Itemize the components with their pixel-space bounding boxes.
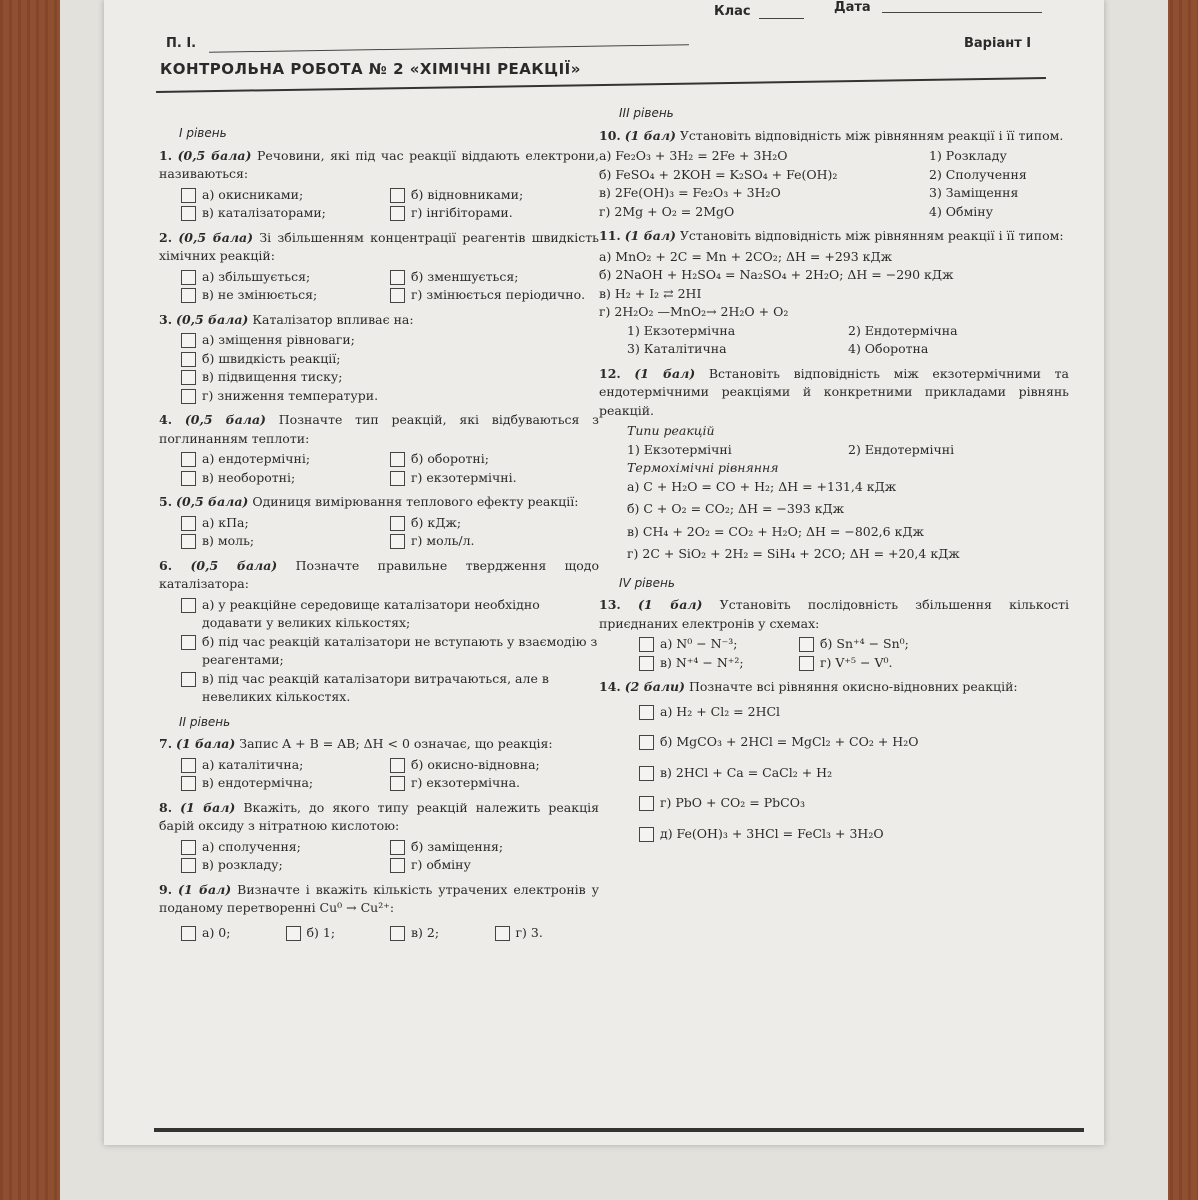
option-label: г) моль/л.: [411, 533, 475, 548]
option-label: д) Fe(OH)₃ + 3HCl = FeCl₃ + 3H₂O: [660, 825, 884, 841]
checkbox[interactable]: [390, 534, 405, 549]
question-11: [599, 227, 1069, 246]
checkbox[interactable]: [181, 534, 196, 549]
option-label: а) N⁰ − N⁻³;: [660, 636, 738, 651]
q4-points: (0,5 бала): [184, 412, 266, 427]
q1-points: (0,5 бала): [177, 147, 252, 163]
q6-number: 6.: [159, 557, 173, 573]
option-label: в) N⁺⁴ − N⁺²;: [660, 654, 744, 670]
bottom-divider: [154, 1128, 1084, 1132]
q8-option-b[interactable]: [390, 838, 599, 857]
checkbox[interactable]: [639, 796, 654, 811]
checkbox[interactable]: [181, 370, 196, 385]
q1-option-c[interactable]: [181, 204, 390, 223]
q14-option-d[interactable]: [639, 794, 1069, 813]
checkbox[interactable]: [639, 637, 654, 652]
question-1: [159, 147, 599, 184]
question-9: [159, 881, 599, 918]
question-3: [159, 311, 599, 330]
question-2: [159, 229, 599, 266]
option-label: а) збільшується;: [202, 268, 311, 284]
checkbox[interactable]: [181, 758, 196, 773]
question-7: [159, 735, 599, 754]
q10-row-4: [599, 203, 1069, 222]
checkbox[interactable]: [390, 270, 405, 285]
q7-points: (1 бала): [176, 736, 236, 751]
paper-background: [60, 0, 1168, 1200]
q7-number: 7.: [159, 736, 173, 751]
option-label: б) під час реакцій каталізатори не вступають у взаємодію з реагентами;: [202, 633, 598, 667]
q12-number: 12.: [599, 365, 621, 381]
checkbox[interactable]: [639, 735, 654, 750]
q10-row-3: [599, 184, 1069, 203]
question-4: [159, 411, 599, 448]
option-label: б) MgCO₃ + 2HCl = MgCl₂ + CO₂ + H₂O: [660, 734, 919, 749]
q1-number: 1.: [159, 147, 173, 163]
q10-equation-a: а) Fe₂O₃ + 3H₂ = 2Fe + 3H₂O: [599, 148, 788, 163]
checkbox[interactable]: [181, 516, 196, 531]
q14-option-e[interactable]: [639, 825, 1069, 844]
q9-option-a[interactable]: [181, 924, 286, 943]
q2-option-b[interactable]: [390, 268, 599, 287]
checkbox[interactable]: [639, 705, 654, 720]
checkbox[interactable]: [390, 840, 405, 855]
q4-text: Позначте тип реакцій, які відбуваються з поглинанням теплоти:: [159, 412, 599, 446]
option-label: г) екзотермічна.: [411, 775, 521, 790]
q6-options: [181, 596, 599, 707]
q1-option-b[interactable]: [390, 186, 599, 205]
checkbox[interactable]: [390, 858, 405, 873]
variant-label: Варіант І: [964, 36, 1032, 51]
q13-text: Установіть послідовність збільшення кількості приєднаних електронів у схемах:: [599, 597, 1069, 631]
option-label: а) окисниками;: [202, 186, 304, 202]
q1-options: [181, 186, 599, 223]
q8-number: 8.: [159, 799, 173, 815]
q7-option-d[interactable]: [390, 774, 599, 793]
q6-option-b[interactable]: [181, 633, 599, 670]
option-label: в) підвищення тиску;: [202, 369, 343, 384]
q5-option-d[interactable]: [390, 532, 599, 551]
level-2-heading: ІІ рівень: [179, 714, 231, 729]
option-label: г) змінюється періодично.: [411, 287, 586, 302]
q10-type-4: 4) Обміну: [929, 203, 993, 219]
option-label: а) каталітична;: [202, 756, 304, 772]
q6-option-a[interactable]: [181, 596, 599, 633]
checkbox[interactable]: [390, 516, 405, 531]
checkbox[interactable]: [181, 858, 196, 873]
checkbox[interactable]: [181, 270, 196, 285]
option-label: г) PbO + CO₂ = PbCO₃: [660, 795, 805, 810]
date-label: Дата: [834, 0, 871, 15]
q10-type-1: 1) Розкладу: [929, 148, 1007, 163]
option-label: г) обміну: [411, 857, 471, 872]
checkbox[interactable]: [639, 656, 654, 671]
checkbox[interactable]: [390, 288, 405, 303]
q14-number: 14.: [599, 679, 621, 694]
q12-equations-heading: Термохімічні рівняння: [627, 460, 779, 475]
q12-type-2: 2) Ендотермічні: [848, 441, 955, 457]
q9-option-c[interactable]: [390, 924, 495, 943]
q7-option-c[interactable]: [181, 774, 390, 793]
worksheet: [104, 0, 1104, 1145]
option-label: а) H₂ + Cl₂ = 2HCl: [660, 703, 781, 719]
q2-number: 2.: [159, 229, 173, 245]
q2-option-c[interactable]: [181, 286, 390, 305]
q6-points: (0,5 бала): [190, 557, 278, 573]
q9-points: (1 бал): [178, 881, 232, 897]
q10-text: Установіть відповідність між рівнянням реакції і її типом.: [679, 127, 1064, 143]
q11-type-4: 4) Оборотна: [848, 341, 929, 356]
checkbox[interactable]: [390, 206, 405, 221]
q4-option-b[interactable]: [390, 450, 599, 469]
q4-option-a[interactable]: [181, 450, 390, 469]
checkbox[interactable]: [181, 840, 196, 855]
q11-type-1: 1) Екзотермічна: [627, 322, 736, 338]
checkbox[interactable]: [286, 926, 301, 941]
q4-options: [181, 450, 599, 487]
q13-option-b[interactable]: [799, 635, 959, 654]
name-label: П. І.: [166, 36, 197, 51]
q13-option-a[interactable]: [639, 635, 799, 654]
option-label: в) не змінюється;: [202, 287, 318, 302]
q7-text: Запис A + B = AB; ΔH < 0 означає, що реакція:: [239, 736, 553, 751]
checkbox[interactable]: [181, 389, 196, 404]
q4-number: 4.: [159, 412, 173, 427]
q2-option-d[interactable]: [390, 286, 599, 305]
option-label: б) зменшується;: [411, 268, 519, 284]
q2-option-a[interactable]: [181, 268, 390, 287]
q14-option-b[interactable]: [639, 733, 1069, 752]
question-14: [599, 678, 1069, 697]
option-label: г) 3.: [515, 924, 543, 940]
option-label: а) кПа;: [202, 514, 249, 530]
q3-option-a[interactable]: [181, 331, 599, 350]
page-title: КОНТРОЛЬНА РОБОТА № 2 «ХІМІЧНІ РЕАКЦІЇ»: [160, 60, 581, 78]
q10-number: 10.: [599, 127, 621, 143]
checkbox[interactable]: [181, 672, 196, 687]
option-label: в) розкладу;: [202, 857, 283, 872]
q14-text: Позначте всі рівняння окисно-відновних реакцій:: [688, 679, 1018, 694]
q13-number: 13.: [599, 597, 621, 612]
level-4-heading: ІV рівень: [619, 575, 675, 590]
option-label: б) заміщення;: [411, 838, 504, 854]
name-line: [209, 44, 689, 53]
q3-options: [181, 331, 599, 405]
question-5: [159, 493, 599, 512]
q6-text: Позначте правильне твердження щодо каталізатора:: [159, 557, 599, 591]
checkbox[interactable]: [181, 776, 196, 791]
q10-row-1: [599, 147, 1069, 166]
checkbox[interactable]: [390, 188, 405, 203]
q8-points: (1 бал): [180, 799, 236, 815]
q8-text: Вкажіть, до якого типу реакцій належить реакція барій оксиду з нітратною кислотою:: [159, 799, 599, 833]
option-label: в) моль;: [202, 533, 255, 548]
q11-text: Установіть відповідність між рівнянням реакції і її типом:: [679, 228, 1064, 243]
q7-options: [181, 756, 599, 793]
checkbox[interactable]: [181, 471, 196, 486]
question-8: [159, 799, 599, 836]
q10-type-3: 3) Заміщення: [929, 185, 1019, 200]
checkbox[interactable]: [495, 926, 510, 941]
q10-equation-d: г) 2Mg + O₂ = 2MgO: [599, 203, 735, 219]
option-label: г) екзотермічні.: [411, 469, 517, 485]
class-line: [759, 18, 804, 19]
option-label: а) 0;: [202, 924, 231, 940]
checkbox[interactable]: [181, 206, 196, 221]
question-12: [599, 365, 1069, 421]
q12-equation-c: в) CH₄ + 2O₂ = CO₂ + H₂O; ΔH = −802,6 кДж: [627, 523, 925, 539]
q5-points: (0,5 бала): [176, 494, 249, 509]
q14-points: (2 бали): [624, 679, 685, 694]
date-line: [882, 12, 1042, 13]
checkbox[interactable]: [181, 598, 196, 613]
q11-equation-a: а) MnO₂ + 2C = Mn + 2CO₂; ΔH = +293 кДж: [599, 248, 893, 264]
question-13: [599, 596, 1069, 633]
checkbox[interactable]: [181, 352, 196, 367]
q1-option-a[interactable]: [181, 186, 390, 205]
level-3-heading: ІІІ рівень: [619, 106, 674, 120]
option-label: г) V⁺⁵ − V⁰.: [820, 654, 893, 670]
q10-type-2: 2) Сполучення: [929, 166, 1027, 182]
q8-option-c[interactable]: [181, 856, 390, 875]
q11-types: [627, 322, 1069, 359]
question-6: [159, 557, 599, 594]
option-label: в) 2;: [411, 924, 440, 940]
q2-options: [181, 268, 599, 305]
class-label: Клас: [714, 4, 751, 19]
checkbox[interactable]: [390, 758, 405, 773]
title-divider: [156, 77, 1046, 93]
q12-types: [627, 441, 1069, 460]
q14-option-a[interactable]: [639, 703, 1069, 722]
q9-number: 9.: [159, 881, 173, 897]
q14-option-c[interactable]: [639, 764, 1069, 783]
q12-type-1: 1) Екзотермічні: [627, 441, 732, 457]
option-label: б) Sn⁺⁴ − Sn⁰;: [820, 636, 909, 651]
q2-points: (0,5 бала): [178, 229, 254, 245]
q8-option-d[interactable]: [390, 856, 599, 875]
option-label: г) інгібіторами.: [411, 205, 513, 220]
option-label: б) окисно-відновна;: [411, 756, 540, 772]
q8-options: [181, 838, 599, 875]
checkbox[interactable]: [639, 766, 654, 781]
q9-text: Визначте і вкажіть кількість утрачених електронів у поданому перетворенні Cu⁰ → Cu²⁺:: [159, 881, 599, 915]
q11-equation-b: б) 2NaOH + H₂SO₄ = Na₂SO₄ + 2H₂O; ΔH = −290 кДж: [599, 267, 954, 282]
checkbox[interactable]: [181, 452, 196, 467]
option-label: б) 1;: [306, 924, 336, 940]
checkbox[interactable]: [390, 452, 405, 467]
q5-number: 5.: [159, 494, 173, 509]
q3-text: Каталізатор впливає на:: [252, 311, 414, 327]
checkbox[interactable]: [639, 827, 654, 842]
q10-equation-c: в) 2Fe(OH)₃ = Fe₂O₃ + 3H₂O: [599, 185, 781, 200]
option-label: в) каталізаторами;: [202, 205, 326, 220]
checkbox[interactable]: [390, 926, 405, 941]
q11-equation-c: в) H₂ + I₂ ⇄ 2HI: [599, 285, 702, 301]
q5-option-a[interactable]: [181, 514, 390, 533]
checkbox[interactable]: [799, 637, 814, 652]
q9-option-d[interactable]: [495, 924, 600, 943]
option-label: б) швидкість реакції;: [202, 350, 341, 366]
q9-option-b[interactable]: [286, 924, 391, 943]
option-label: а) ендотермічні;: [202, 451, 311, 466]
option-label: в) ендотермічна;: [202, 775, 314, 790]
option-label: в) 2HCl + Ca = CaCl₂ + H₂: [660, 764, 833, 780]
q7-option-a[interactable]: [181, 756, 390, 775]
q5-options: [181, 514, 599, 551]
question-10: [599, 127, 1069, 146]
option-label: а) сполучення;: [202, 838, 301, 854]
q10-row-2: [599, 166, 1069, 185]
q5-option-c[interactable]: [181, 532, 390, 551]
option-label: в) необоротні;: [202, 469, 296, 485]
left-column: [159, 118, 599, 948]
q11-equation-d: г) 2H₂O₂ —MnO₂→ 2H₂O + O₂: [599, 304, 789, 319]
option-label: г) зниження температури.: [202, 387, 379, 403]
q1-text: Речовини, які під час реакції віддають електрони, називаються:: [159, 147, 599, 181]
option-label: а) зміщення рівноваги;: [202, 332, 355, 347]
q3-option-b[interactable]: [181, 350, 599, 369]
q11-number: 11.: [599, 228, 621, 243]
q13-options: [639, 635, 959, 672]
checkbox[interactable]: [181, 288, 196, 303]
q14-options: [639, 703, 1069, 844]
q3-points: (0,5 бала): [176, 311, 249, 327]
q12-text: Встановіть відповідність між екзотермічними та ендотермічними реакціями й конкретними прикладами рівнянь реакцій.: [599, 365, 1069, 418]
q3-option-c[interactable]: [181, 368, 599, 387]
q2-text: Зі збільшенням концентрації реагентів швидкість хімічних реакцій:: [159, 229, 599, 263]
checkbox[interactable]: [181, 635, 196, 650]
q5-text: Одиниця вимірювання теплового ефекту реакції:: [252, 494, 579, 509]
q11-type-3: 3) Каталітична: [627, 341, 727, 356]
q11-points: (1 бал): [624, 228, 676, 243]
q3-option-d[interactable]: [181, 387, 599, 406]
q12-points: (1 бал): [634, 365, 696, 381]
option-label: а) у реакційне середовище каталізатори необхідно додавати у великих кількостях;: [202, 596, 540, 630]
checkbox[interactable]: [181, 333, 196, 348]
q12-types-heading: Типи реакцій: [627, 423, 715, 438]
q10-equation-b: б) FeSO₄ + 2KOH = K₂SO₄ + Fe(OH)₂: [599, 166, 838, 182]
q4-option-c[interactable]: [181, 469, 390, 488]
checkbox[interactable]: [181, 926, 196, 941]
checkbox[interactable]: [390, 471, 405, 486]
q12-equation-b: б) C + O₂ = CO₂; ΔH = −393 кДж: [627, 501, 845, 516]
q12-equation-a: а) C + H₂O = CO + H₂; ΔH = +131,4 кДж: [627, 478, 897, 494]
right-column: [599, 98, 1069, 849]
checkbox[interactable]: [799, 656, 814, 671]
q13-option-c[interactable]: [639, 654, 799, 673]
q7-option-b[interactable]: [390, 756, 599, 775]
q10-points: (1 бал): [624, 127, 676, 143]
q6-option-c[interactable]: [181, 670, 599, 707]
option-label: в) під час реакцій каталізатори витрачаються, але в невеликих кількостях.: [202, 670, 549, 704]
checkbox[interactable]: [390, 776, 405, 791]
q13-points: (1 бал): [638, 597, 703, 612]
q12-equation-d: г) 2C + SiO₂ + 2H₂ = SiH₄ + 2CO; ΔH = +20,4 кДж: [627, 546, 960, 561]
option-label: б) оборотні;: [411, 451, 489, 466]
checkbox[interactable]: [181, 188, 196, 203]
q4-option-d[interactable]: [390, 469, 599, 488]
level-1-heading: І рівень: [179, 126, 227, 140]
q11-type-2: 2) Ендотермічна: [848, 322, 958, 338]
q1-option-d[interactable]: [390, 204, 599, 223]
q9-options: [181, 924, 599, 943]
option-label: б) відновниками;: [411, 186, 524, 202]
q5-option-b[interactable]: [390, 514, 599, 533]
q3-number: 3.: [159, 311, 173, 327]
option-label: б) кДж;: [411, 514, 462, 530]
q8-option-a[interactable]: [181, 838, 390, 857]
q13-option-d[interactable]: [799, 654, 959, 673]
